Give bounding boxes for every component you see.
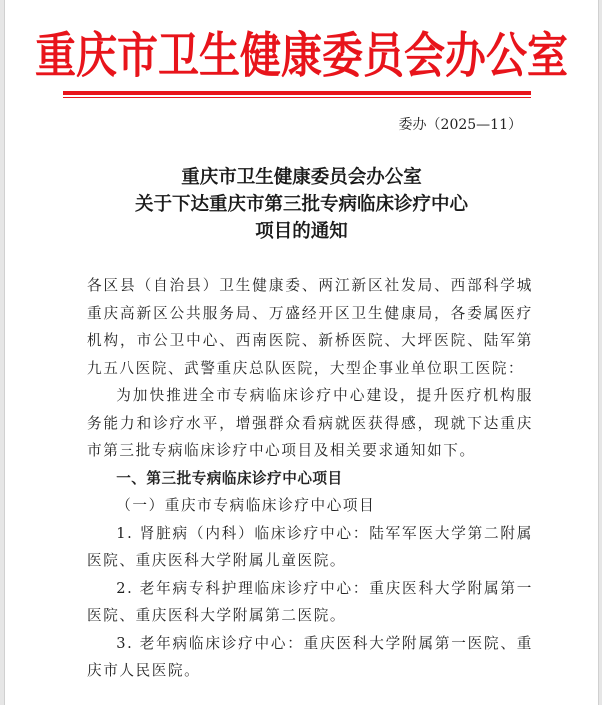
list-item: 3. 老年病临床诊疗中心：重庆医科大学附属第一医院、重庆市人民医院。 [87, 634, 533, 679]
addressees: 各区县（自治县）卫生健康委、两江新区社发局、西部科学城重庆高新区公共服务局、万盛经开区卫生健康局，各委属医疗机构，市公卫中心、西南医院、新桥医院、大坪医院、陆军第九五八医院、武警重庆总队医院，大型企事业单位职工医院： [87, 277, 533, 377]
masthead-red-rule-thick [63, 91, 531, 95]
document-number: 委办（2025—11） [398, 117, 522, 133]
list-item: 1. 肾脏病（内科）临床诊疗中心：陆军军医大学第二附属医院、重庆医科大学附属儿童医院。 [87, 524, 533, 569]
masthead-red-rule-thin [63, 97, 531, 98]
masthead-title: 重庆市卫生健康委员会办公室 [35, 27, 568, 84]
section-heading: 一、第三批专病临床诊疗中心项目 [116, 469, 343, 487]
subsection-heading: （一）重庆市专病临床诊疗中心项目 [116, 497, 376, 514]
document-title [5, 164, 598, 245]
list-item: 2. 老年病专科护理临床诊疗中心：重庆医科大学附属第一医院、重庆医科大学附属第二医院。 [87, 579, 533, 624]
title-line-3: 项目的通知 [255, 221, 348, 242]
title-line-1: 重庆市卫生健康委员会办公室 [181, 167, 422, 188]
document-body [87, 272, 533, 685]
intro-paragraph: 为加快推进全市专病临床诊疗中心建设，提升医疗机构服务能力和诊疗水平，增强群众看病就医获得感，现就下达重庆市第三批专病临床诊疗中心项目及相关要求通知如下。 [87, 387, 533, 459]
title-line-2: 关于下达重庆市第三批专病临床诊疗中心 [134, 194, 468, 215]
document-page [4, 0, 599, 705]
